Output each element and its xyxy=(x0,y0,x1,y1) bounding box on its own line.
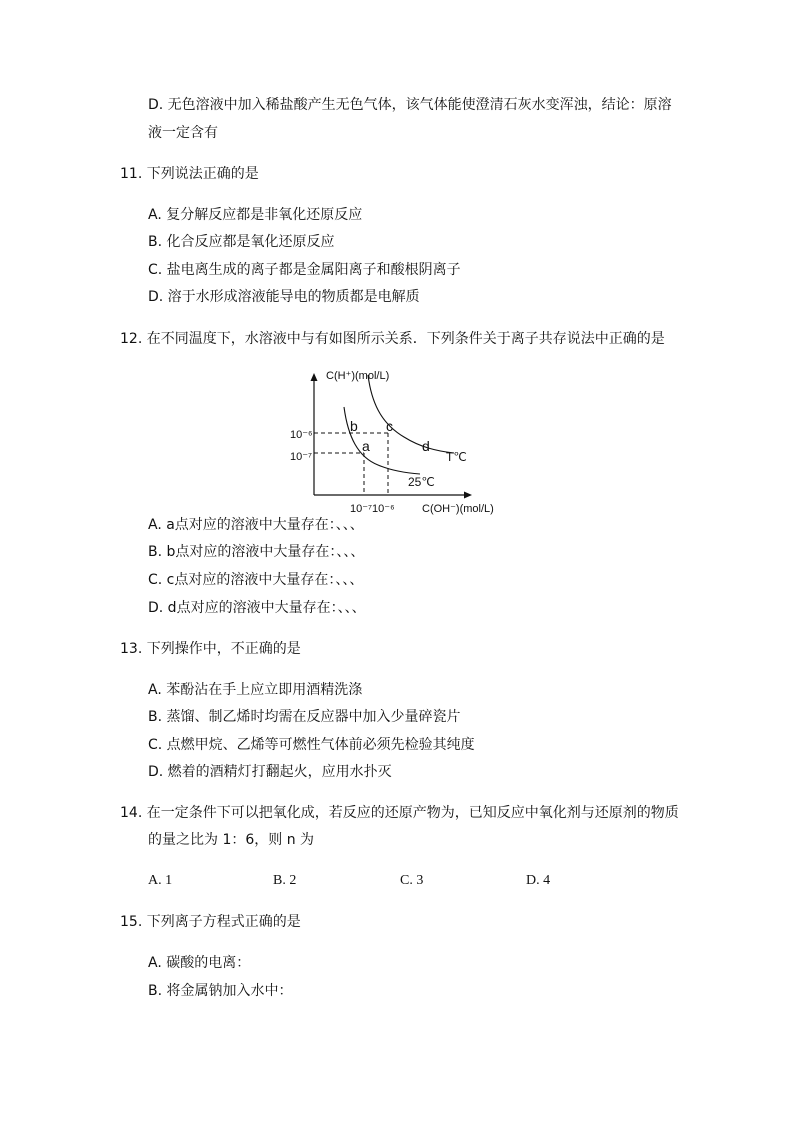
q14-option-b: B. 2 xyxy=(273,873,297,888)
q15-stem: 15. 下列离子方程式正确的是 xyxy=(120,914,301,930)
y-axis-label: C(H⁺)(mol/L) xyxy=(326,370,390,382)
q15-option-b: B. 将金属钠加入水中： xyxy=(148,983,293,999)
y-tick-1e7: 10⁻⁷ xyxy=(290,451,313,463)
x-ticks: 10⁻⁷10⁻⁶ xyxy=(350,503,395,515)
q12-option-b: B. b点对应的溶液中大量存在：、、、 xyxy=(148,544,365,560)
q13-stem: 13. 下列操作中，不正确的是 xyxy=(120,641,301,657)
y-axis-arrow xyxy=(311,373,318,381)
x-axis-label: C(OH⁻)(mol/L) xyxy=(422,503,494,515)
q10-option-d-line2: 液一定含有 xyxy=(148,125,218,141)
point-a-label: a xyxy=(362,438,370,454)
q12-option-a: A. a点对应的溶液中大量存在：、、、 xyxy=(148,517,364,533)
curve-tc-label: T℃ xyxy=(446,450,467,464)
q12-option-c: C. c点对应的溶液中大量存在：、、、 xyxy=(148,572,364,588)
q13-option-b: B. 蒸馏、制乙烯时均需在反应器中加入少量碎瓷片 xyxy=(148,709,461,725)
q14-option-a: A. 1 xyxy=(148,873,173,888)
q11-stem: 11. 下列说法正确的是 xyxy=(120,166,259,182)
q10-option-d-line1: D. 无色溶液中加入稀盐酸产生无色气体，该气体能使澄清石灰水变浑浊，结论：原溶 xyxy=(148,97,672,113)
q13-option-a: A. 苯酚沾在手上应立即用酒精洗涤 xyxy=(148,682,363,698)
point-c-label: c xyxy=(386,418,393,434)
curve-25c-label: 25℃ xyxy=(408,475,435,489)
q11-option-d: D. 溶于水形成溶液能导电的物质都是电解质 xyxy=(148,289,420,305)
q14-option-d: D. 4 xyxy=(526,873,551,888)
water-ion-product-diagram xyxy=(286,365,516,525)
q14-stem-line2: 的量之比为 1：6，则 n 为 xyxy=(148,832,315,848)
q14-option-c: C. 3 xyxy=(400,873,424,888)
q14-stem-line1: 14. 在一定条件下可以把氧化成，若反应的还原产物为，已知反应中氧化剂与还原剂的物质 xyxy=(120,805,679,821)
curve-tc xyxy=(368,375,454,453)
point-d-label: d xyxy=(422,438,430,454)
q11-option-b: B. 化合反应都是氧化还原反应 xyxy=(148,234,335,250)
q13-option-d: D. 燃着的酒精灯打翻起火，应用水扑灭 xyxy=(148,764,392,780)
q13-option-c: C. 点燃甲烷、乙烯等可燃性气体前必须先检验其纯度 xyxy=(148,737,475,753)
q11-option-c: C. 盐电离生成的离子都是金属阳离子和酸根阴离子 xyxy=(148,262,461,278)
point-b-label: b xyxy=(350,418,358,434)
q12-option-d: D. d点对应的溶液中大量存在：、、、 xyxy=(148,600,366,616)
q11-option-a: A. 复分解反应都是非氧化还原反应 xyxy=(148,207,363,223)
x-axis-arrow xyxy=(464,492,472,499)
q12-stem: 12. 在不同温度下，水溶液中与有如图所示关系．下列条件关于离子共存说法中正确的是 xyxy=(120,331,665,347)
y-tick-1e6: 10⁻⁶ xyxy=(290,429,313,441)
q15-option-a: A. 碳酸的电离： xyxy=(148,955,251,971)
